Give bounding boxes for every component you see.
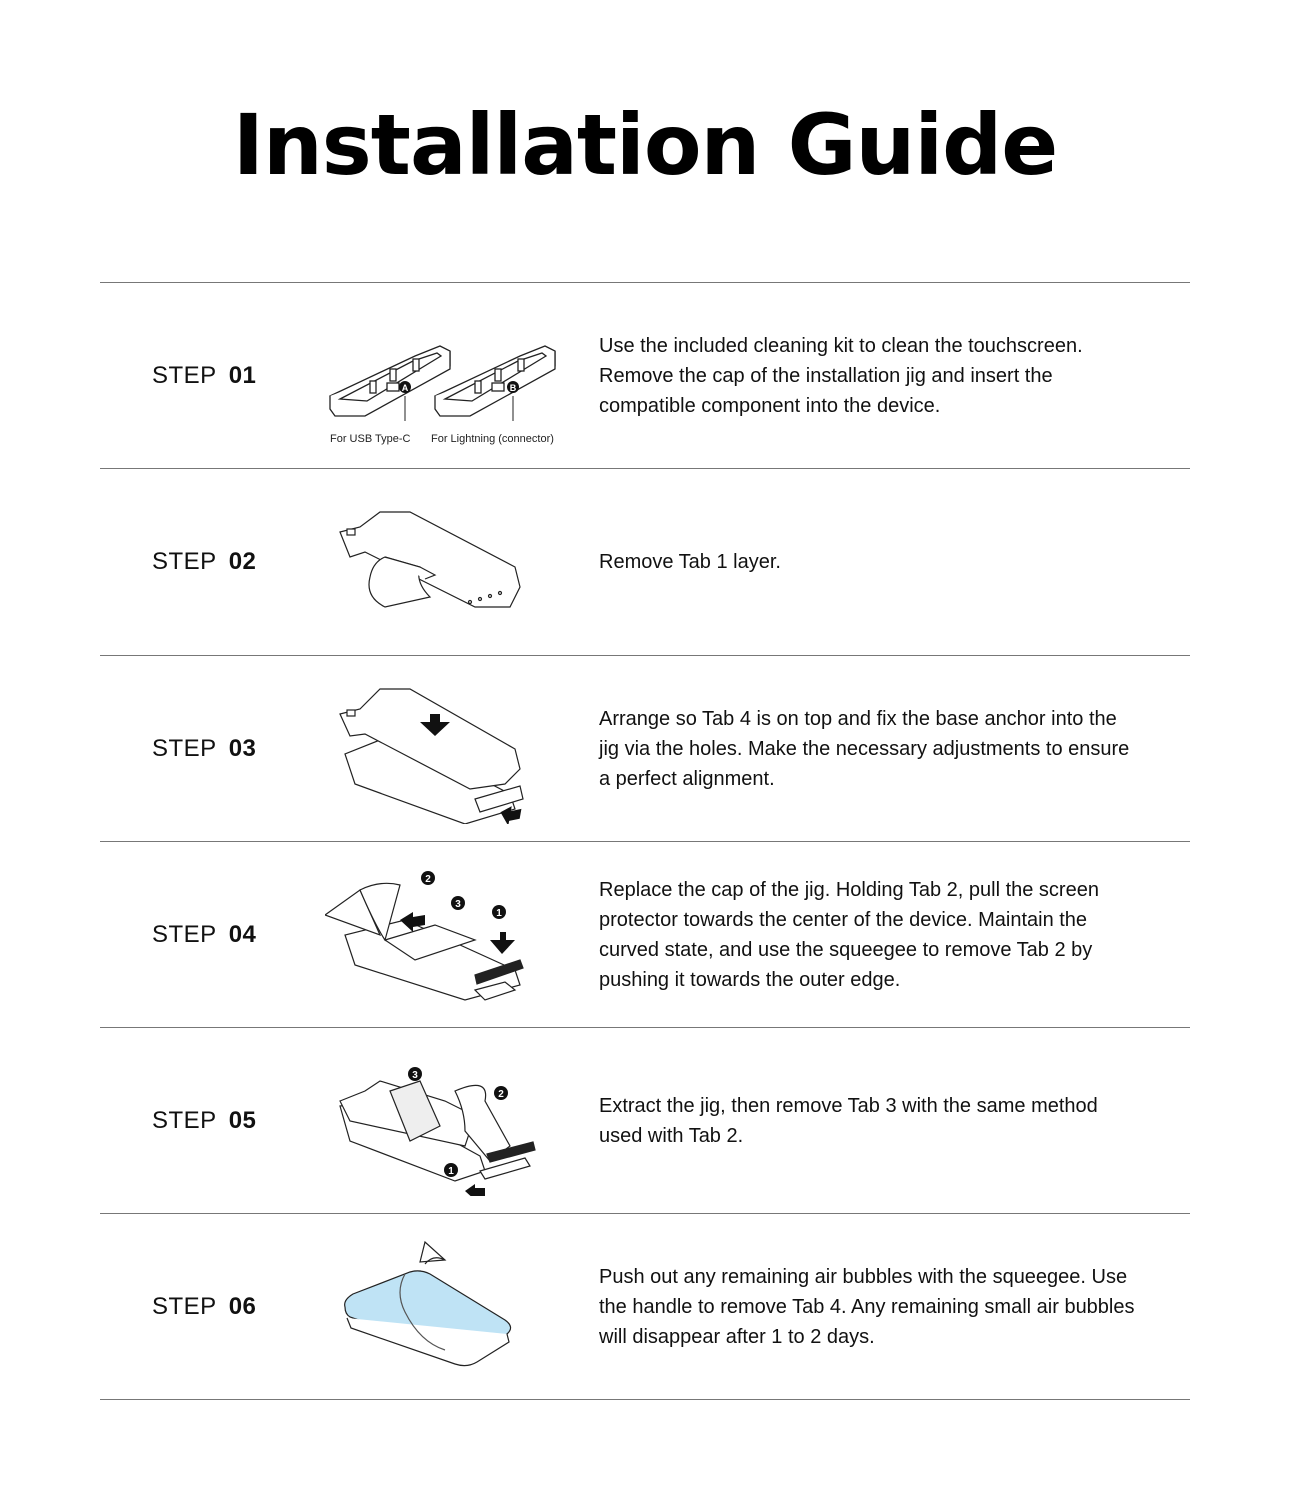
step-word: STEP — [152, 921, 217, 948]
arrow-left-icon — [465, 1184, 485, 1196]
remove-tab1-illustration — [325, 487, 575, 637]
page-title: Installation Guide — [232, 96, 1058, 194]
step-02 — [100, 469, 1190, 655]
step-label — [152, 1028, 256, 1214]
step-label — [152, 656, 256, 842]
step-number: 05 — [228, 1107, 257, 1134]
step-01 — [100, 283, 1190, 469]
step-description — [599, 842, 1139, 1028]
step-description — [599, 656, 1139, 842]
marker-3: 3 — [412, 1070, 418, 1081]
step-description-text: Arrange so Tab 4 is on top and fix the base anchor into the jig via the holes. Make the necessary adjustments to ensure a perfect alignment. — [599, 708, 1130, 790]
badge-b: B — [509, 383, 517, 393]
step-word: STEP — [152, 548, 217, 575]
step-03 — [100, 656, 1190, 842]
remove-tab3-illustration — [325, 1046, 575, 1196]
step-word: STEP — [152, 362, 217, 389]
caption-usb-c: For USB Type-C — [330, 433, 411, 445]
step-word: STEP — [152, 735, 217, 762]
step-label — [152, 469, 256, 655]
step-description-text: Extract the jig, then remove Tab 3 with the same method used with Tab 2. — [599, 1095, 1098, 1147]
step-label — [152, 842, 256, 1028]
align-jig-illustration — [325, 674, 575, 824]
step-number: 03 — [228, 735, 257, 762]
step-04 — [100, 842, 1190, 1028]
step-description-text: Replace the cap of the jig. Holding Tab 2, pull the screen protector towards the center of the device. Maintain the curved state, and use the squeegee to remove Tab 2 by pushing it towards the outer edge. — [599, 879, 1099, 991]
step-description — [599, 1028, 1139, 1214]
step-05 — [100, 1028, 1190, 1214]
step-label — [152, 283, 256, 469]
step-description-text: Remove Tab 1 layer. — [599, 551, 781, 573]
step-06 — [100, 1214, 1190, 1400]
marker-2: 2 — [498, 1089, 504, 1100]
marker-3: 3 — [455, 899, 461, 910]
step-description-text: Use the included cleaning kit to clean the touchscreen. Remove the cap of the installation jig and insert the compatible component into the device. — [599, 335, 1083, 417]
step-description — [599, 283, 1139, 469]
step-description — [599, 1214, 1139, 1400]
marker-1: 1 — [496, 908, 502, 919]
step-word: STEP — [152, 1293, 217, 1320]
jig-components-illustration — [325, 301, 575, 451]
step-word: STEP — [152, 1107, 217, 1134]
step-number: 02 — [228, 548, 257, 575]
marker-1: 1 — [448, 1166, 454, 1177]
arrow-down-icon — [490, 932, 515, 954]
step-label — [152, 1214, 256, 1400]
step-description — [599, 469, 1139, 655]
pull-tab2-illustration — [325, 860, 575, 1010]
step-number: 01 — [228, 362, 257, 389]
step-number: 06 — [228, 1293, 257, 1320]
step-description-text: Push out any remaining air bubbles with the squeegee. Use the handle to remove Tab 4. Any remaining small air bubbles will disappear after 1 to 2 days. — [599, 1266, 1135, 1348]
caption-lightning: For Lightning (connector) — [431, 433, 554, 445]
finish-bubbles-illustration — [325, 1232, 575, 1382]
marker-2: 2 — [425, 874, 431, 885]
badge-a: A — [401, 383, 409, 393]
step-number: 04 — [228, 921, 257, 948]
